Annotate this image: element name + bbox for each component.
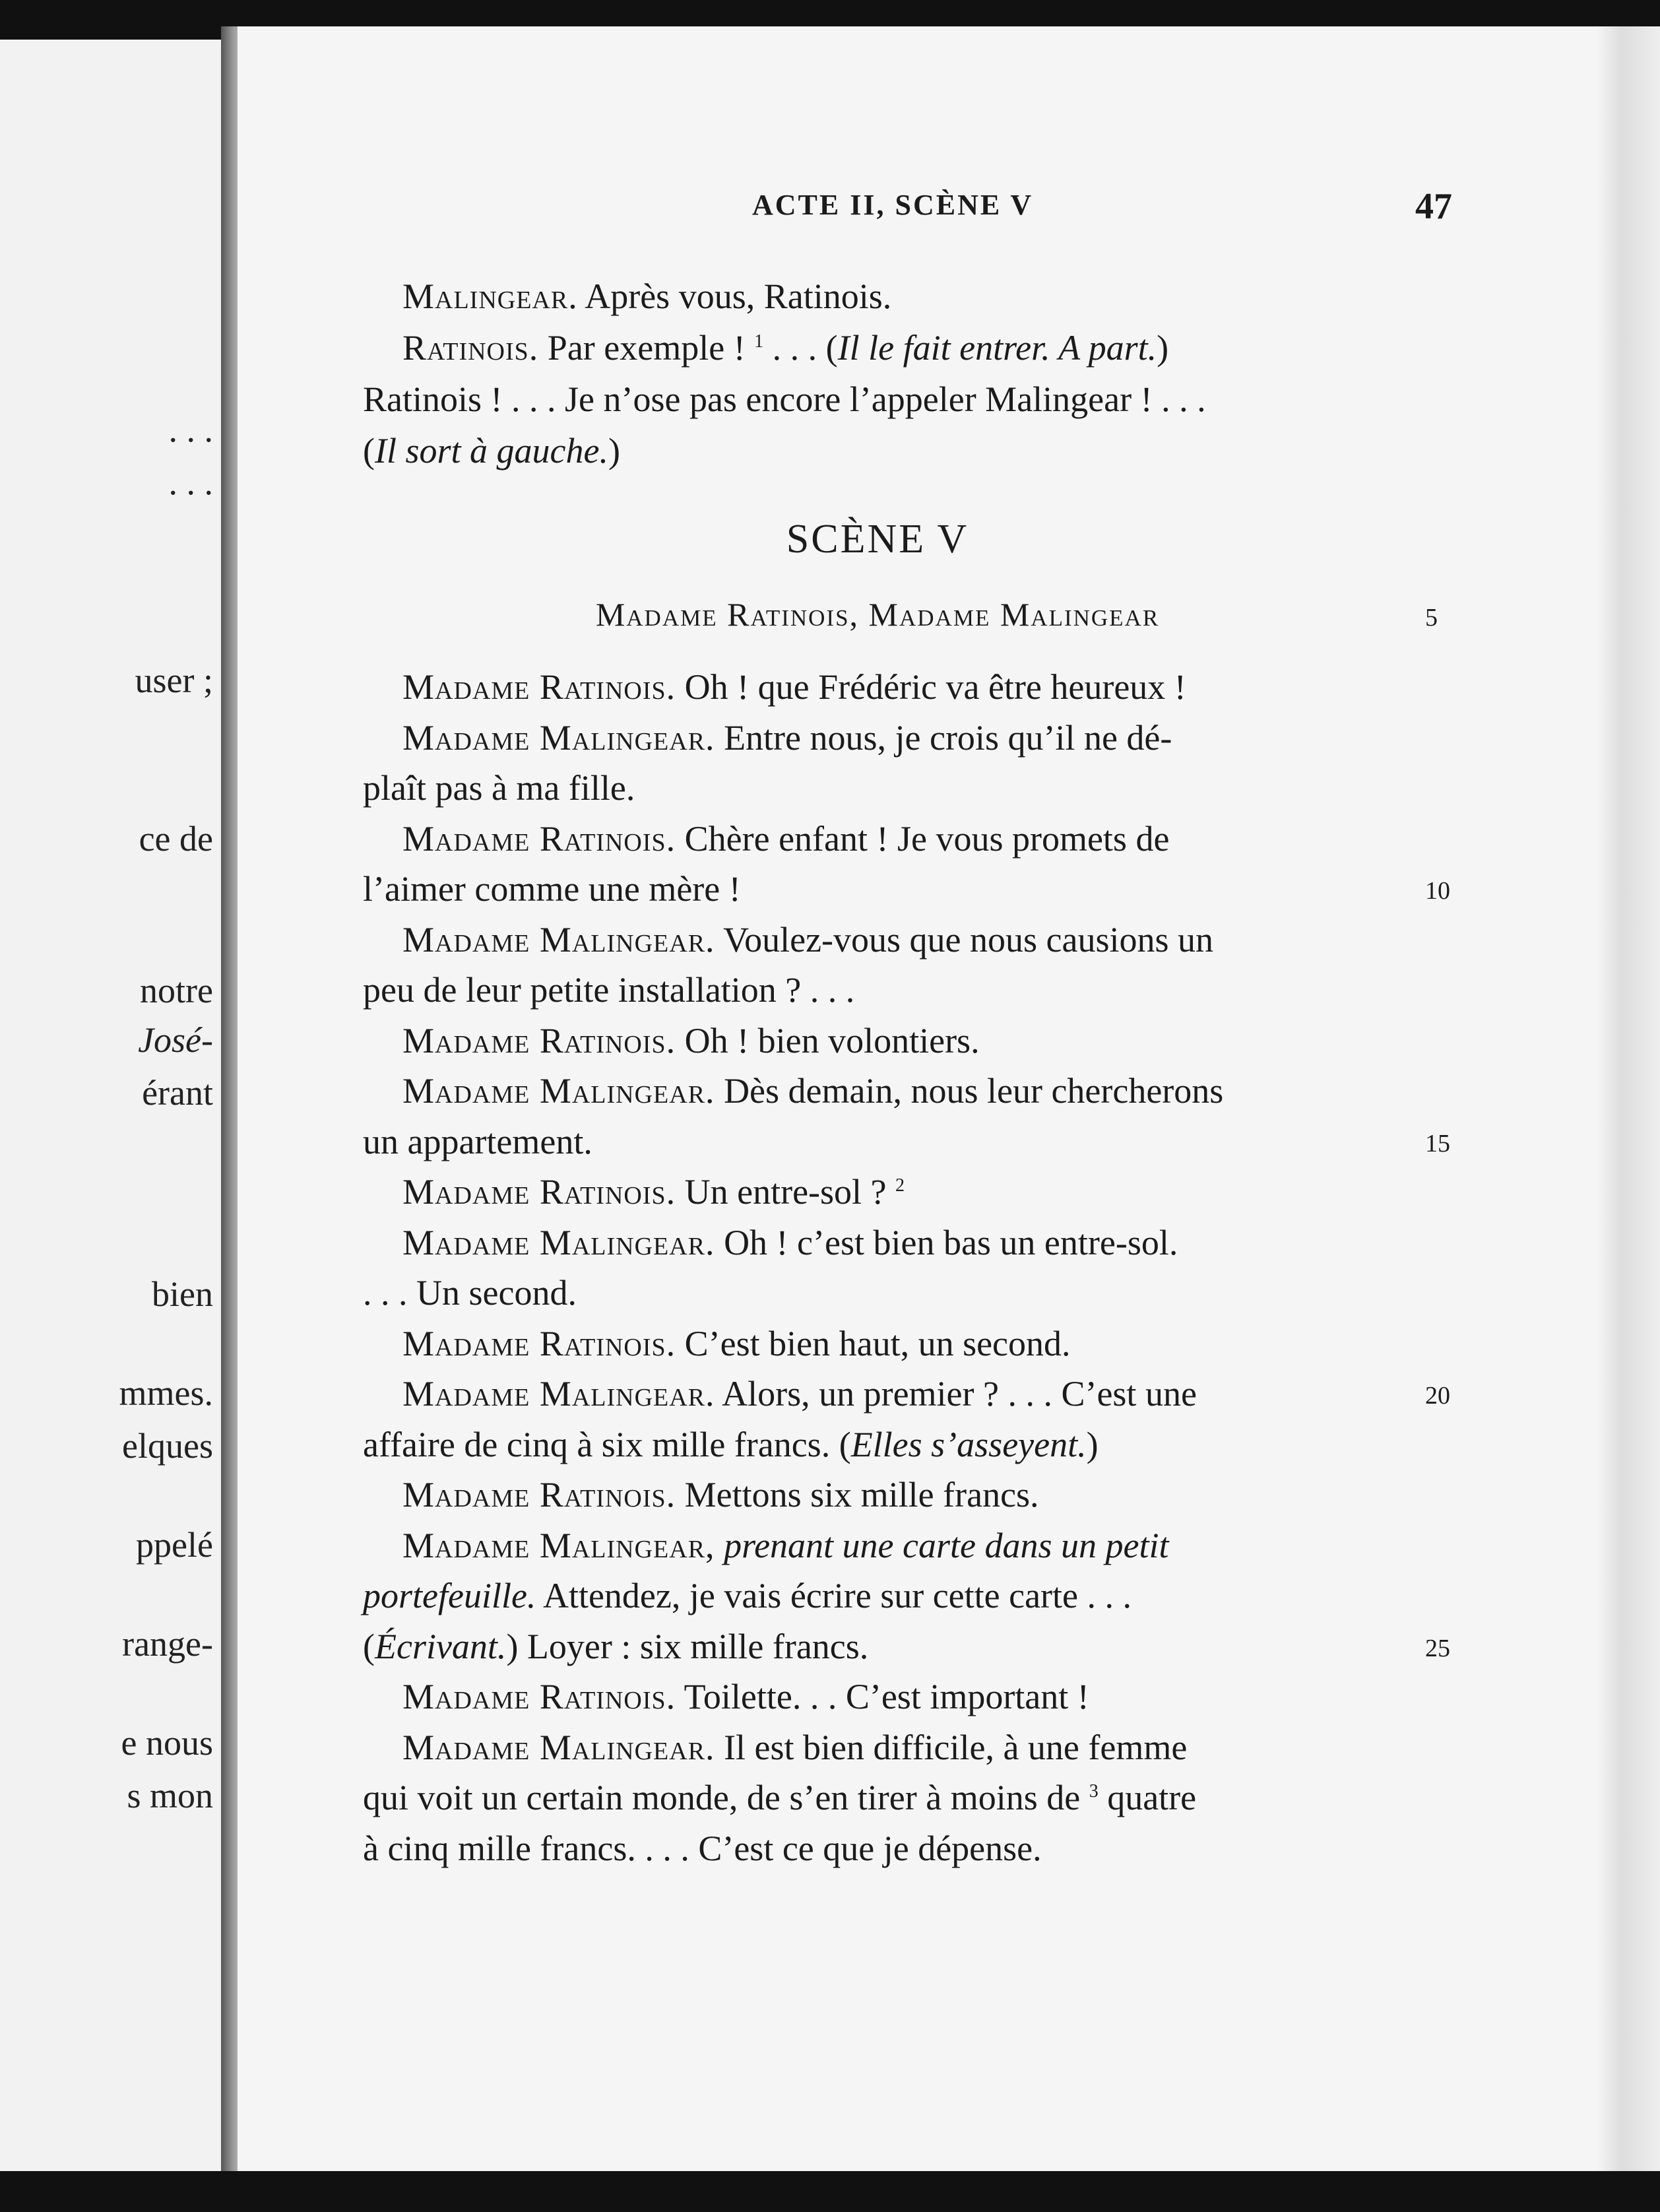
line-text: Mettons six mille francs. xyxy=(676,1475,1039,1514)
left-page-fragment: . . . xyxy=(168,463,213,502)
text-line xyxy=(363,712,1392,764)
text-line xyxy=(363,1267,1392,1318)
running-head: ACTE II, SCÈNE V xyxy=(752,189,1034,221)
line-text: Chère enfant ! Je vous promets de xyxy=(676,818,1170,859)
speaker-name: Ratinois. xyxy=(402,328,539,368)
speaker-name: Madame Ratinois. xyxy=(402,1323,676,1363)
text-line xyxy=(363,1823,1392,1874)
line-text: . . . ( xyxy=(763,328,838,368)
text-line xyxy=(363,1065,1392,1117)
line-number: 5 xyxy=(1425,604,1438,632)
line-text: à cinq mille francs. . . . C’est ce que je dépense. xyxy=(363,1828,1042,1868)
text-line xyxy=(363,1469,1392,1520)
left-page-fragment: . . . xyxy=(168,410,213,449)
left-page-fragment: érant xyxy=(142,1073,213,1113)
line-text: qui voit un certain monde, de s’en tirer à moins de xyxy=(363,1778,1089,1817)
text-line xyxy=(363,1217,1392,1268)
line-text: ) xyxy=(1086,1424,1099,1464)
text-line xyxy=(363,863,1392,915)
speaker-name: Madame Ratinois. xyxy=(402,818,676,859)
line-text: Attendez, je vais écrire sur cette carte . . . xyxy=(536,1576,1132,1615)
line-text: quatre xyxy=(1098,1778,1197,1817)
speaker-name: Madame Malingear. xyxy=(402,717,715,758)
stage-direction: Il sort à gauche. xyxy=(374,431,608,471)
left-page-fragment: e nous xyxy=(121,1723,213,1763)
line-text: Alors, un premier ? . . . C’est une xyxy=(715,1374,1197,1414)
line-text: un appartement. xyxy=(363,1121,592,1161)
page-number: 47 xyxy=(1415,186,1452,227)
left-page-fragment: ce de xyxy=(139,819,213,859)
text-line xyxy=(363,425,1392,476)
page-edge xyxy=(1597,26,1660,2181)
speaker-name: Madame Ratinois. xyxy=(402,1020,676,1060)
speaker-name: Madame Ratinois. xyxy=(402,1677,676,1716)
right-page xyxy=(238,26,1656,2181)
stage-direction: portefeuille. xyxy=(363,1576,536,1615)
line-text: Ratinois ! . . . Je n’ose pas encore l’appeler Malingear ! . . . xyxy=(363,379,1206,419)
speaker-name: Madame Malingear. xyxy=(402,1374,715,1414)
line-text: Entre nous, je crois qu’il ne dé- xyxy=(715,717,1172,758)
footnote-marker: 2 xyxy=(895,1175,905,1196)
line-text: Oh ! bien volontiers. xyxy=(676,1020,980,1060)
text-line xyxy=(363,271,1392,322)
text-line xyxy=(363,374,1392,425)
line-text: Par exemple ! xyxy=(538,328,755,368)
line-text: Oh ! que Frédéric va être heureux ! xyxy=(676,667,1186,707)
scene-characters: Madame Ratinois, Madame Malingear xyxy=(595,596,1160,633)
left-page xyxy=(0,40,221,2178)
stage-direction: Écrivant. xyxy=(374,1626,507,1666)
left-page-fragment: mmes. xyxy=(119,1373,213,1413)
left-page-fragment: José- xyxy=(138,1020,213,1060)
line-text: peu de leur petite installation ? . . . xyxy=(363,970,855,1010)
left-page-fragment: bien xyxy=(152,1274,213,1314)
text-line xyxy=(363,1166,1392,1218)
line-number: 15 xyxy=(1425,1129,1450,1157)
line-text: Il est bien difficile, à une femme xyxy=(715,1727,1188,1767)
left-page-fragment: notre xyxy=(140,971,213,1010)
line-text: ( xyxy=(363,431,375,471)
line-text: affaire de cinq à six mille francs. ( xyxy=(363,1424,851,1464)
speaker-name: Madame Malingear. xyxy=(402,919,715,960)
speaker-name: Madame Ratinois. xyxy=(402,1172,676,1212)
left-page-fragment: user ; xyxy=(135,661,213,700)
text-line xyxy=(363,1116,1392,1167)
line-text: Dès demain, nous leur chercherons xyxy=(715,1071,1224,1111)
line-text: Après vous, Ratinois. xyxy=(577,276,892,316)
speaker-name: Madame Ratinois. xyxy=(402,1475,676,1514)
line-number: 25 xyxy=(1425,1634,1450,1662)
text-line xyxy=(363,964,1392,1016)
line-text: Un entre-sol ? xyxy=(676,1172,896,1212)
speaker-name: Madame Malingear. xyxy=(402,1727,715,1767)
left-page-fragment: range- xyxy=(122,1624,213,1664)
left-page-fragment: s mon xyxy=(127,1776,213,1815)
text-line xyxy=(363,1419,1392,1470)
line-text: C’est bien haut, un second. xyxy=(676,1323,1071,1363)
line-text: Voulez-vous que nous causions un xyxy=(715,919,1214,960)
page-header xyxy=(238,188,1656,234)
text-line xyxy=(363,1318,1392,1369)
stage-direction: Elles s’asseyent. xyxy=(850,1424,1087,1464)
scan-border xyxy=(0,2171,1660,2212)
text-line xyxy=(363,1015,1392,1066)
line-text: plaît pas à ma fille. xyxy=(363,768,635,808)
left-page-fragment: elques xyxy=(122,1426,213,1466)
text-line xyxy=(363,1570,1392,1621)
speaker-name: Malingear. xyxy=(402,276,578,316)
text-line xyxy=(363,1772,1392,1823)
text-line xyxy=(363,1722,1392,1773)
left-page-fragment: ppelé xyxy=(136,1525,213,1565)
line-text: ( xyxy=(363,1626,375,1666)
text-line xyxy=(363,1671,1392,1722)
text-line xyxy=(363,1621,1392,1672)
line-text: ) xyxy=(1157,328,1169,368)
scene-title: SCÈNE V xyxy=(786,517,969,562)
speaker-name: Madame Malingear. xyxy=(402,1071,715,1111)
line-text: . . . Un second. xyxy=(363,1273,577,1313)
line-text: ) xyxy=(608,431,620,471)
stage-direction: prenant une carte dans un petit xyxy=(715,1525,1169,1565)
stage-direction: Il le fait entrer. A part. xyxy=(837,328,1157,368)
footnote-marker: 1 xyxy=(754,331,764,352)
speaker-name: Madame Malingear, xyxy=(402,1525,715,1565)
text-line xyxy=(363,813,1392,864)
footnote-marker: 3 xyxy=(1089,1781,1099,1802)
text-line xyxy=(363,762,1392,814)
line-number: 10 xyxy=(1425,877,1450,905)
line-text: Toilette. . . C’est important ! xyxy=(676,1677,1089,1716)
text-line xyxy=(363,914,1392,965)
text-line xyxy=(363,661,1392,713)
speaker-name: Madame Malingear. xyxy=(402,1222,715,1262)
line-number: 20 xyxy=(1425,1382,1450,1410)
text-line xyxy=(363,322,1392,374)
line-text: ) Loyer : six mille francs. xyxy=(506,1626,869,1666)
line-text: l’aimer comme une mère ! xyxy=(363,869,741,909)
speaker-name: Madame Ratinois. xyxy=(402,667,676,707)
line-text: Oh ! c’est bien bas un entre-sol. xyxy=(715,1222,1178,1262)
text-line xyxy=(363,1368,1392,1419)
text-line xyxy=(363,1520,1392,1571)
